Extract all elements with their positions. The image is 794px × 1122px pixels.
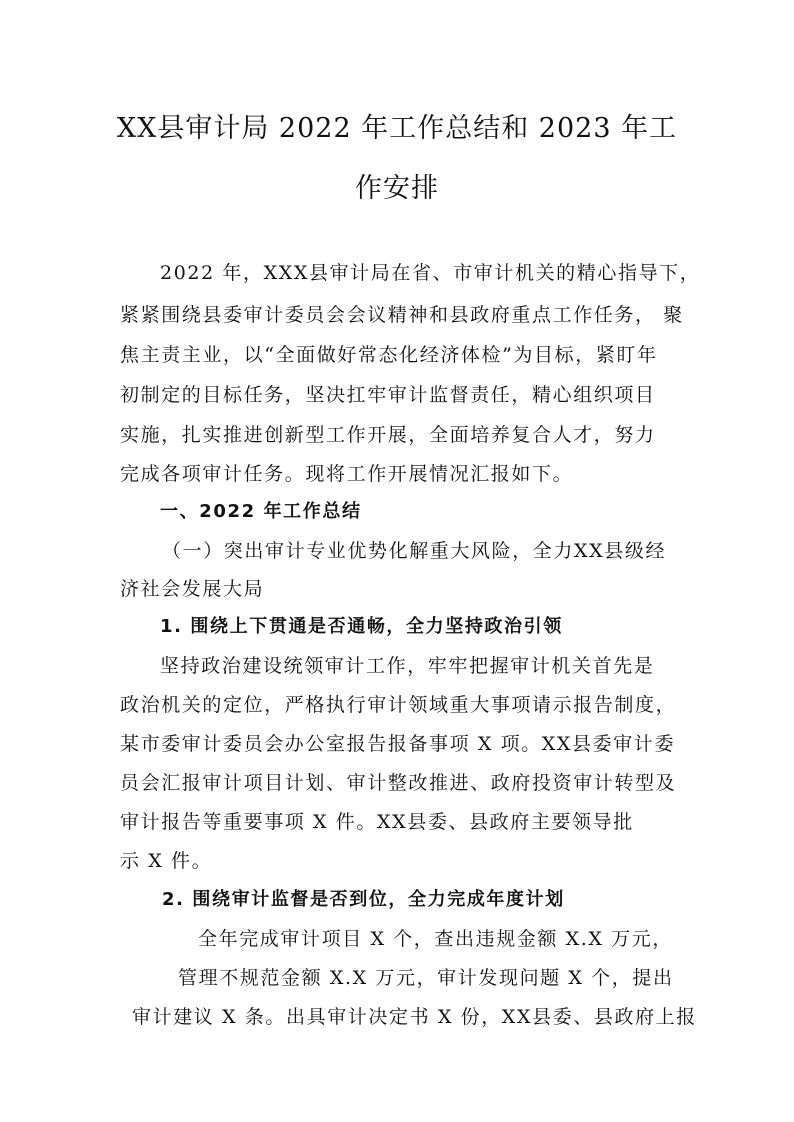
item-2-heading: 2. 围绕审计监督是否到位，全力完成年度计划	[162, 889, 565, 910]
section-heading-1: 一、2022 年工作总结	[160, 501, 362, 522]
document-title-line-2: 作安排	[355, 173, 439, 204]
intro-line-5: 实施，扎实推进创新型工作开展，全面培养复合人才，努力	[120, 424, 656, 446]
item-1-body-line-2: 政治机关的定位，严格执行审计领域重大事项请示报告制度，	[120, 694, 677, 716]
item-1-body-line-5: 审计报告等重要事项 X 件。XX县委、县政府主要领导批	[120, 811, 634, 833]
intro-line-1: 2022 年，XXX县审计局在省、市审计机关的精心指导下，	[160, 262, 701, 284]
intro-line-3: 焦主责主业，以“全面做好常态化经济体检”为目标，紧盯年	[120, 344, 658, 366]
item-1-body-line-6: 示 X 件。	[120, 850, 213, 872]
item-1-body-line-1: 坚持政治建设统领审计工作，牢牢把握审计机关首先是	[160, 655, 655, 677]
item-2-body-line-3: 审计建议 X 条。出具审计决定书 X 份，XX县委、县政府上报	[132, 1006, 697, 1028]
intro-line-4: 初制定的目标任务，坚决扛牢审计监督责任，精心组织项目	[120, 384, 656, 406]
item-1-body-line-3: 某市委审计委员会办公室报告报备事项 X 项。XX县委审计委	[120, 733, 676, 755]
section-1-title-line-2: 济社会发展大局	[120, 578, 265, 600]
document-title-line-1: XX县审计局 2022 年工作总结和 2023 年工	[116, 113, 678, 144]
item-1-body-line-4: 员会汇报审计项目计划、审计整改推进、政府投资审计转型及	[120, 772, 677, 794]
item-2-body-line-1: 全年完成审计项目 X 个，查出违规金额 X.X 万元，	[198, 928, 673, 950]
intro-line-6: 完成各项审计任务。现将工作开展情况汇报如下。	[120, 463, 574, 485]
section-1-title-line-1: （一）突出审计专业优势化解重大风险，全力XX县级经	[162, 540, 667, 562]
item-1-heading: 1. 围绕上下贯通是否通畅，全力坚持政治引领	[160, 616, 563, 637]
item-2-body-line-2: 管理不规范金额 X.X 万元，审计发现问题 X 个，提出	[178, 967, 674, 989]
intro-line-2: 紧紧围绕县委审计委员会会议精神和县政府重点工作任务， 聚	[120, 304, 684, 326]
